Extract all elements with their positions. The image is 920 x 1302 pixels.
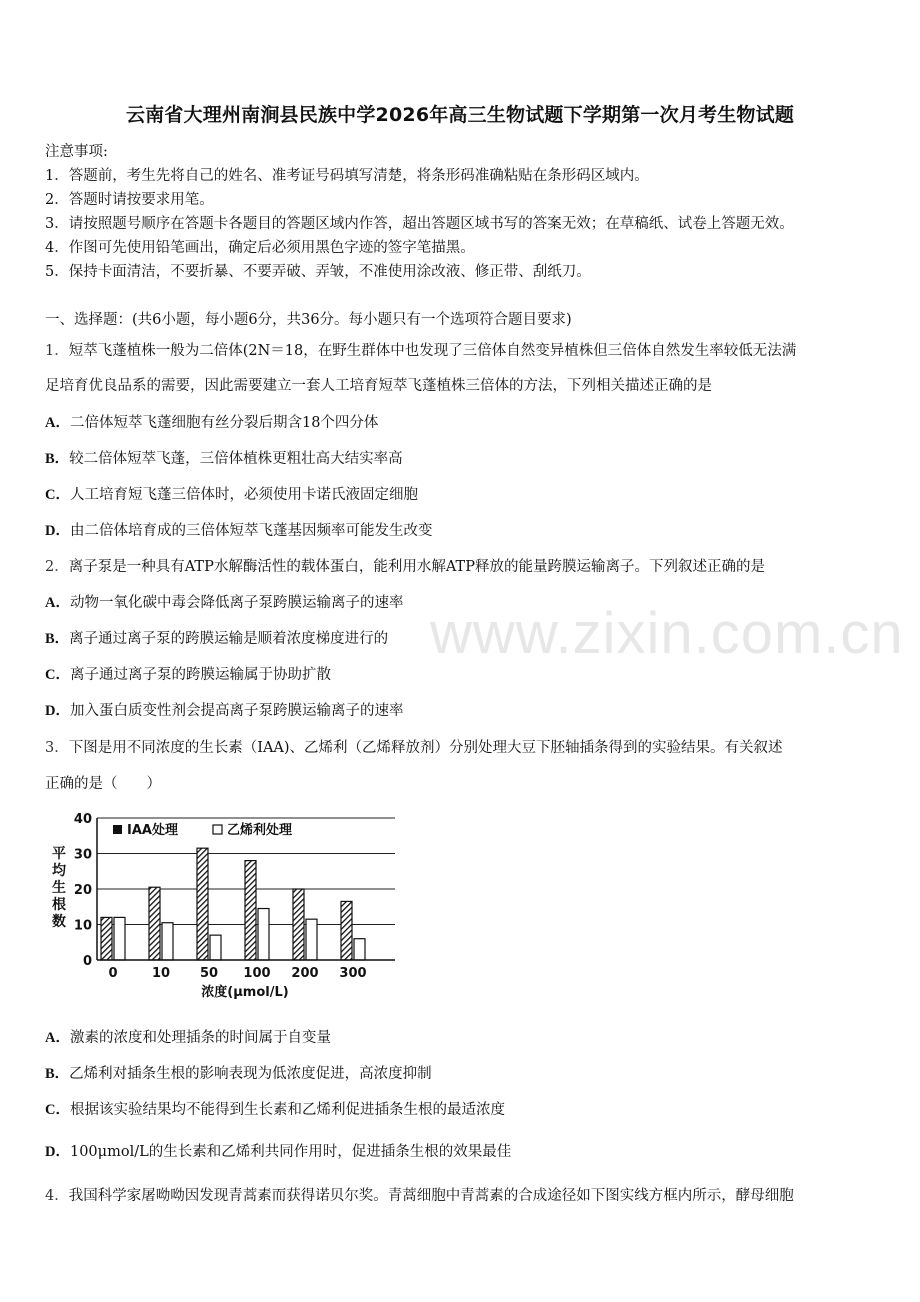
question-3-stem [45, 736, 783, 757]
question-1-stem-cont: 足培育优良品系的需要，因此需要建立一套人工培育短萃飞蓬植株三倍体的方法，下列相关描述正确的是 [45, 378, 712, 394]
y-axis-label: 数 [52, 914, 66, 930]
option-text: 激素的浓度和处理插条的时间属于自变量 [69, 1030, 331, 1046]
question-text: 离子泵是一种具有ATP水解酶活性的载体蛋白，能利用水解ATP释放的能量跨膜运输离子。下列叙述正确的是 [68, 559, 765, 575]
option-text: 二倍体短萃飞蓬细胞有丝分裂后期含18个四分体 [69, 415, 379, 431]
option-text: 人工培育短飞蓬三倍体时，必须使用卡诺氏液固定细胞 [69, 487, 418, 503]
bar-iaa [293, 889, 304, 960]
q1-option-c [45, 483, 418, 504]
q3-option-d [45, 1140, 511, 1161]
question-number: 4． [45, 1188, 69, 1204]
x-tick-label: 50 [199, 966, 219, 981]
q2-option-b [45, 627, 388, 648]
y-axis-label: 生 [52, 880, 66, 896]
y-tick-label: 40 [73, 812, 92, 827]
x-axis-label: 浓度(μmol/L) [201, 985, 289, 1000]
option-letter: A． [45, 1030, 70, 1046]
bar-ethephon [258, 909, 269, 960]
rooting-bar-chart [45, 806, 405, 1006]
x-tick-label: 200 [291, 966, 319, 981]
bar-iaa [101, 917, 112, 960]
bar-ethephon [210, 935, 221, 960]
note-item-4: 4．作图可先使用铅笔画出，确定后必须用黑色字迹的签字笔描黑。 [45, 240, 475, 256]
q1-option-d [45, 519, 432, 540]
y-tick-label: 0 [82, 954, 92, 969]
option-text: 根据该实验结果均不能得到生长素和乙烯利促进插条生根的最适浓度 [69, 1102, 505, 1118]
option-letter: B． [45, 1066, 70, 1082]
question-text: 下图是用不同浓度的生长素（IAA)、乙烯利（乙烯释放剂）分别处理大豆下胚轴插条得到的实验结果。有关叙述 [68, 740, 783, 756]
option-letter: B． [45, 631, 70, 647]
q3-option-a [45, 1026, 331, 1047]
q1-option-b [45, 447, 403, 468]
legend-swatch-iaa [113, 825, 122, 834]
y-axis-label: 均 [52, 863, 66, 879]
y-tick-label: 20 [73, 883, 92, 898]
option-letter: B． [45, 451, 70, 467]
x-tick-label: 10 [151, 966, 171, 981]
legend-swatch-ethephon [213, 825, 222, 834]
q2-option-c [45, 663, 331, 684]
notes-heading: 注意事项: [45, 144, 108, 160]
note-item-2: 2．答题时请按要求用笔。 [45, 192, 214, 208]
option-letter: D． [45, 703, 70, 719]
option-letter: D． [45, 523, 70, 539]
chart-bars [101, 848, 365, 960]
question-1-stem [45, 339, 796, 360]
note-item-1: 1．答题前，考生先将自己的姓名、准考证号码填写清楚，将条形码准确粘贴在条形码区域内。 [45, 168, 649, 184]
option-letter: C． [45, 667, 70, 683]
option-text: 较二倍体短萃飞蓬，三倍体植株更粗壮高大结实率高 [69, 451, 403, 467]
option-letter: C． [45, 1102, 70, 1118]
section-heading: 一、选择题：(共6小题，每小题6分，共36分。每小题只有一个选项符合题目要求) [45, 312, 572, 328]
option-text: 离子通过离子泵的跨膜运输是顺着浓度梯度进行的 [69, 631, 389, 647]
question-3-stem-cont: 正确的是（ ） [45, 776, 161, 792]
bar-iaa [197, 848, 208, 960]
page-title: 云南省大理州南涧县民族中学2026年高三生物试题下学期第一次月考生物试题 [125, 104, 795, 126]
y-axis-label: 根 [52, 897, 66, 913]
option-letter: A． [45, 595, 70, 611]
q1-option-a [45, 411, 378, 432]
chart-legend [113, 822, 293, 838]
option-letter: A． [45, 415, 70, 431]
note-item-3: 3．请按照题号顺序在答题卡各题目的答题区域内作答，超出答题区域书写的答案无效；在草稿纸、试卷上答题无效。 [45, 216, 794, 232]
question-text: 我国科学家屠呦呦因发现青蒿素而获得诺贝尔奖。青蒿细胞中青蒿素的合成途径如下图实线方框内所示，酵母细胞 [68, 1188, 794, 1204]
y-tick-label: 10 [73, 918, 92, 934]
bar-ethephon [354, 939, 365, 960]
question-2-stem [45, 555, 765, 576]
x-tick-label: 100 [243, 966, 271, 981]
bar-ethephon [114, 917, 125, 960]
bar-iaa [341, 901, 352, 960]
x-tick-label: 300 [339, 966, 367, 981]
q2-option-d [45, 699, 403, 720]
question-number: 1． [45, 343, 69, 359]
bar-iaa [245, 861, 256, 960]
watermark: www.zixin.com.cn [430, 601, 904, 666]
bar-iaa [149, 887, 160, 960]
y-tick-label: 30 [73, 847, 92, 863]
question-4-stem [45, 1184, 794, 1205]
option-text: 加入蛋白质变性剂会提高离子泵跨膜运输离子的速率 [69, 703, 404, 719]
note-item-5: 5．保持卡面清洁，不要折暴、不要弄破、弄皱，不准使用涂改液、修正带、刮纸刀。 [45, 264, 591, 280]
option-letter: D． [45, 1144, 70, 1160]
option-letter: C． [45, 487, 70, 503]
option-text: 乙烯利对插条生根的影响表现为低浓度促进，高浓度抑制 [69, 1066, 432, 1082]
question-number: 3． [45, 740, 69, 756]
bar-ethephon [306, 919, 317, 960]
q3-option-c [45, 1098, 505, 1119]
y-axis-label: 平 [52, 846, 66, 862]
q3-option-b [45, 1062, 432, 1083]
question-number: 2． [45, 559, 69, 575]
option-text: 由二倍体培育成的三倍体短萃飞蓬基因频率可能发生改变 [69, 523, 433, 539]
option-text: 动物一氧化碳中毒会降低离子泵跨膜运输离子的速率 [69, 595, 404, 611]
q2-option-a [45, 591, 403, 612]
bar-ethephon [162, 923, 173, 960]
question-text: 短萃飞蓬植株一般为二倍体(2N＝18，在野生群体中也发现了三倍体自然变异植株但三倍体自然发生率较低无法满 [68, 343, 797, 359]
x-tick-label: 0 [108, 966, 118, 981]
option-text: 100μmol/L的生长素和乙烯利共同作用时，促进插条生根的效果最佳 [69, 1144, 512, 1160]
legend-label-iaa: IAA处理 [127, 823, 178, 838]
option-text: 离子通过离子泵的跨膜运输属于协助扩散 [69, 667, 331, 683]
legend-label-ethephon: 乙烯利处理 [227, 823, 293, 838]
